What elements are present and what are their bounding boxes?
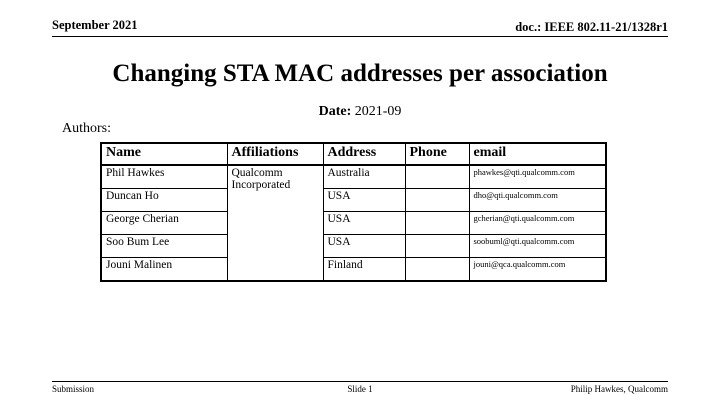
- author-email: gcherian@qti.qualcomm.com: [469, 212, 606, 235]
- table-row: [101, 235, 606, 258]
- footer-divider: [52, 381, 668, 382]
- author-name: Jouni Malinen: [101, 258, 227, 282]
- slide-title: Changing STA MAC addresses per association: [112, 60, 608, 87]
- author-email: jouni@qca.qualcomm.com: [469, 258, 606, 282]
- author-phone: [405, 212, 469, 235]
- footer-slide-number: Slide 1: [347, 384, 373, 394]
- author-address: Finland: [323, 258, 405, 282]
- table-row: [101, 258, 606, 282]
- author-phone: [405, 258, 469, 282]
- table-header-row: [101, 143, 606, 165]
- author-phone: [405, 165, 469, 189]
- author-phone: [405, 189, 469, 212]
- author-address: USA: [323, 189, 405, 212]
- author-email: soobuml@qti.qualcomm.com: [469, 235, 606, 258]
- author-address: USA: [323, 235, 405, 258]
- date-value: 2021-09: [354, 104, 402, 119]
- author-phone: [405, 235, 469, 258]
- author-name: Duncan Ho: [101, 189, 227, 212]
- footer-submission: Submission: [52, 384, 95, 394]
- table-row: [101, 165, 606, 189]
- col-header-affiliations: Affiliations: [227, 143, 323, 165]
- author-email: phawkes@qti.qualcomm.com: [469, 165, 606, 189]
- author-name: Soo Bum Lee: [101, 235, 227, 258]
- header-date: September 2021: [52, 18, 138, 32]
- header-doc-number: doc.: IEEE 802.11-21/1328r1: [515, 20, 668, 34]
- col-header-email: email: [469, 143, 606, 165]
- header-divider: [52, 36, 668, 37]
- author-address: Australia: [323, 165, 405, 189]
- author-name: Phil Hawkes: [101, 165, 227, 189]
- author-affiliation: Qualcomm Incorporated: [227, 165, 323, 281]
- col-header-name: Name: [101, 143, 227, 165]
- date-line: [0, 104, 720, 120]
- col-header-address: Address: [323, 143, 405, 165]
- date-label: Date:: [318, 104, 352, 119]
- authors-label: Authors:: [62, 121, 111, 136]
- table-row: [101, 212, 606, 235]
- authors-table: [100, 142, 607, 282]
- footer-author: Philip Hawkes, Qualcomm: [570, 384, 668, 394]
- author-email: dho@qti.qualcomm.com: [469, 189, 606, 212]
- author-address: USA: [323, 212, 405, 235]
- table-row: [101, 189, 606, 212]
- author-name: George Cherian: [101, 212, 227, 235]
- col-header-phone: Phone: [405, 143, 469, 165]
